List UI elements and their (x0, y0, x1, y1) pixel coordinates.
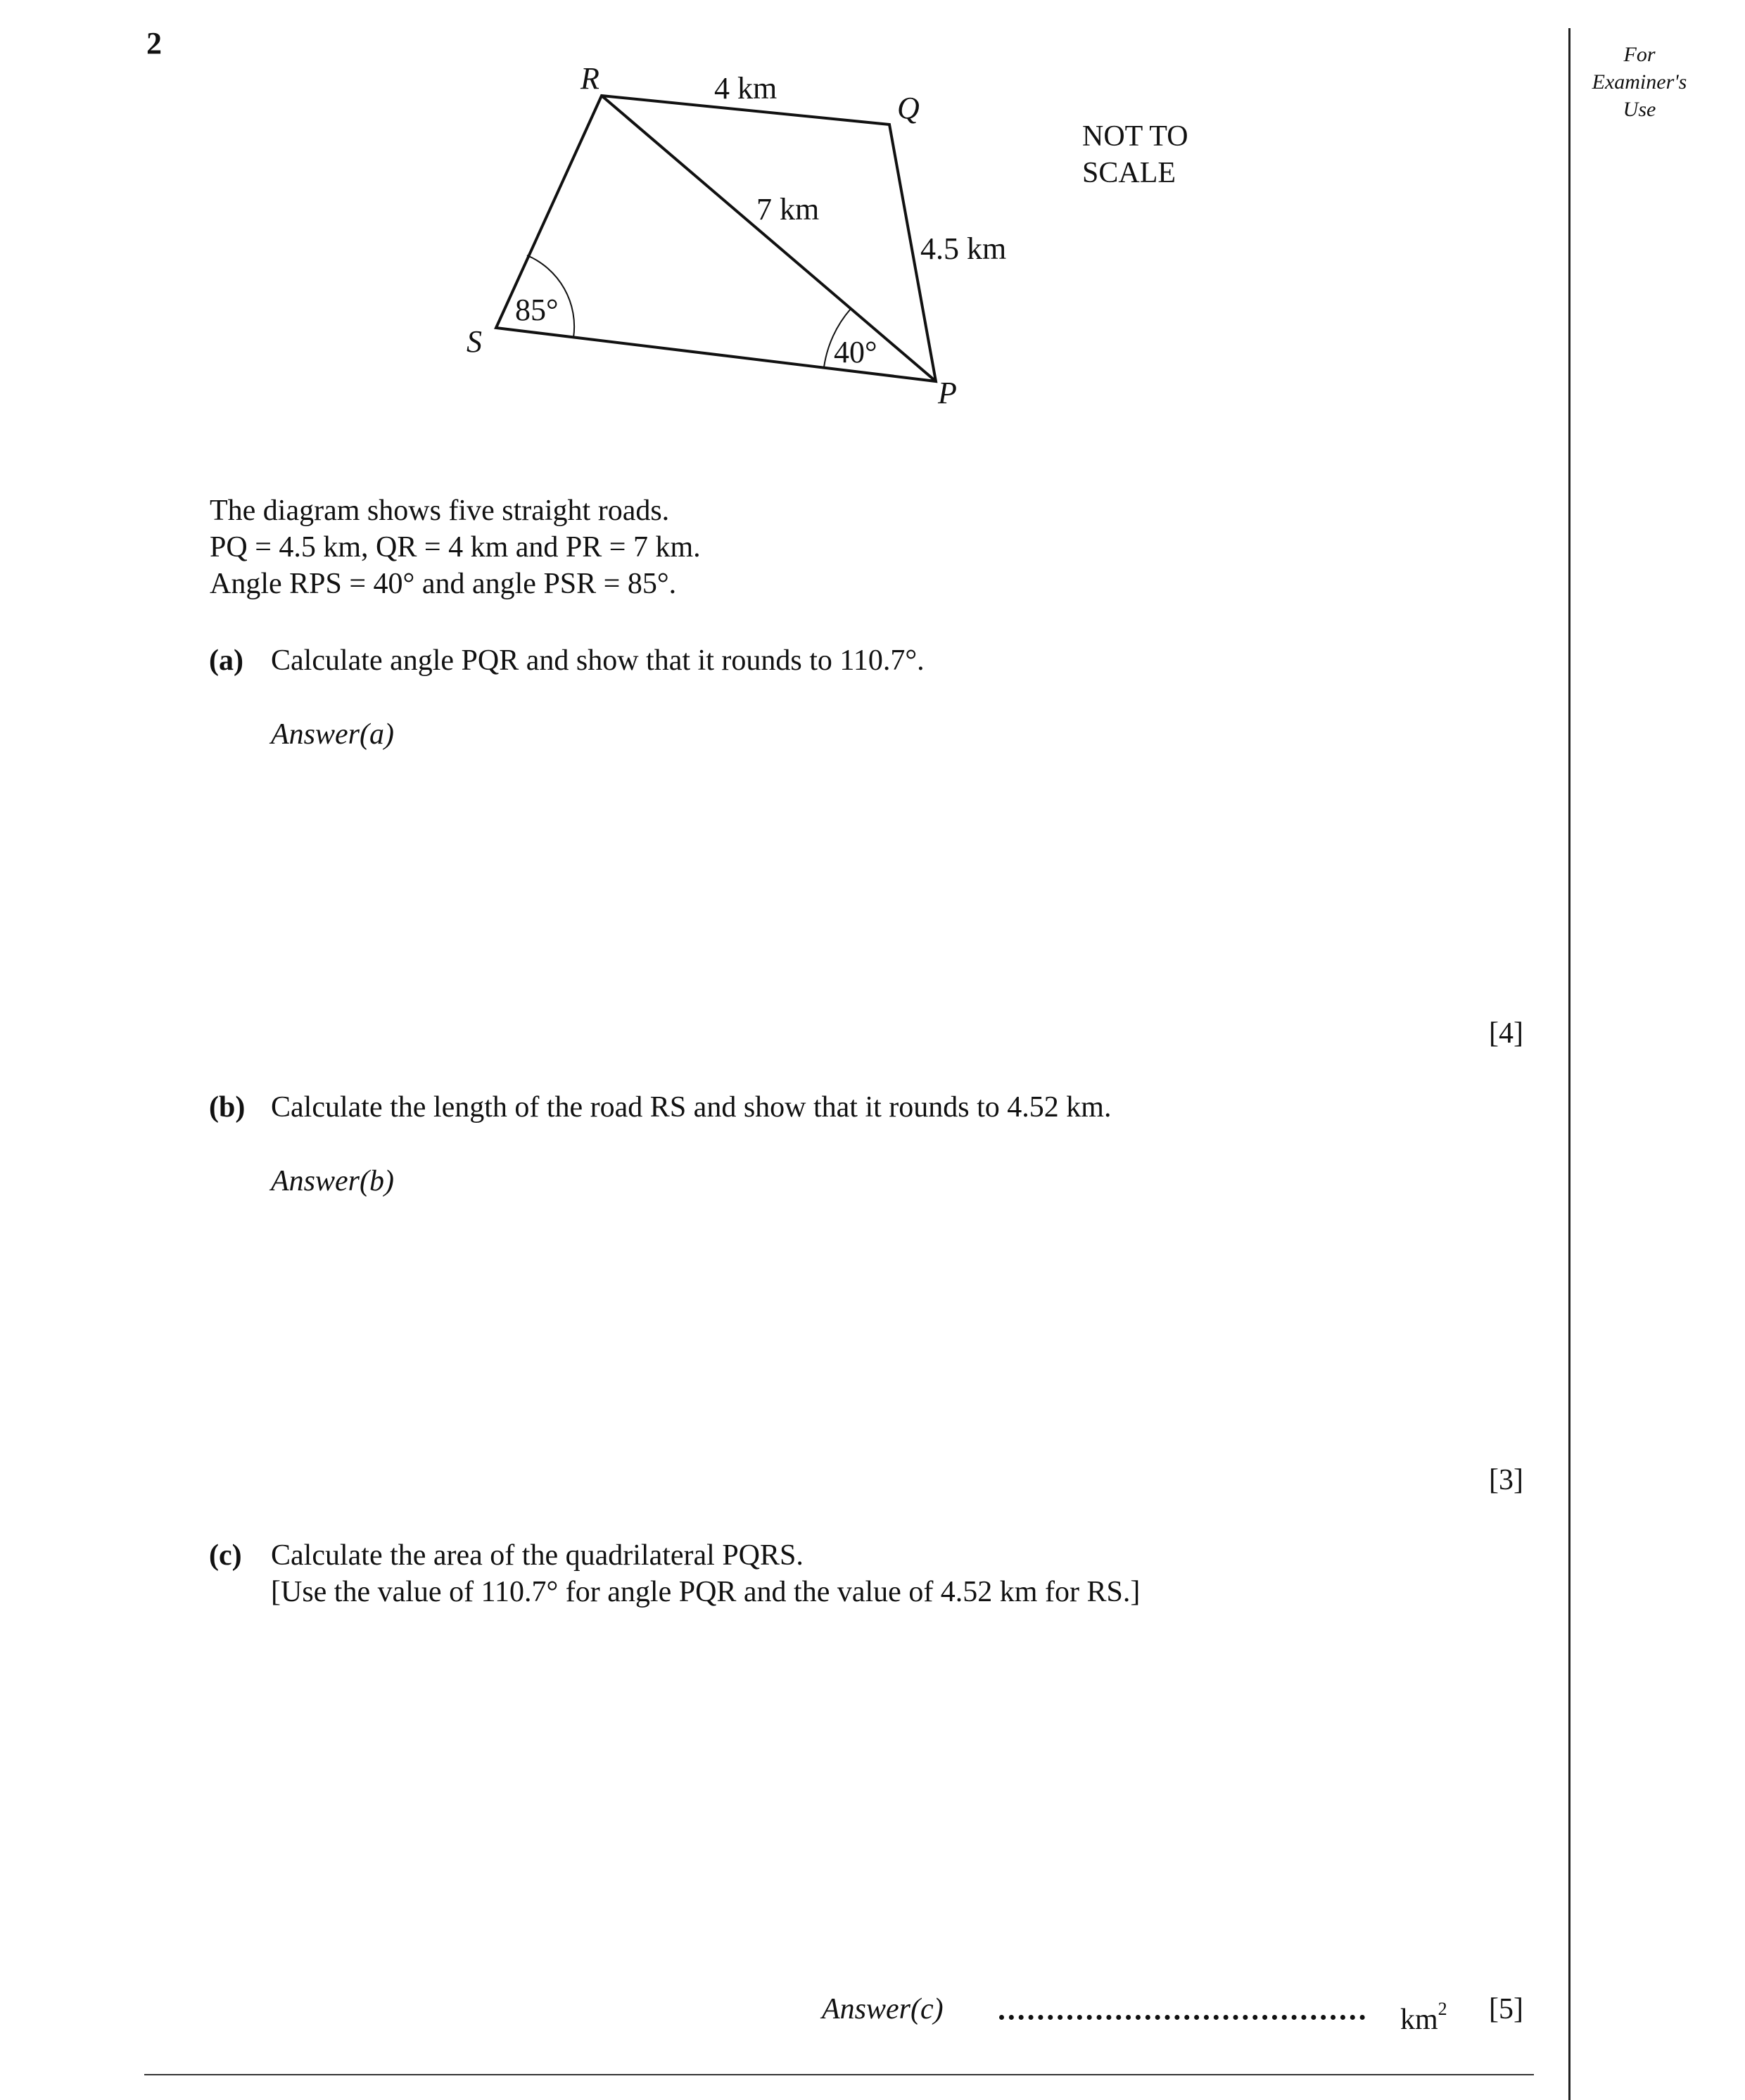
answer-c-unit (1400, 1991, 1447, 2038)
examiner-line-1: For (1623, 43, 1656, 66)
unit-base: km (1400, 2004, 1438, 2036)
question-c-line-1: Calculate the area of the quadrilateral PQRS. (271, 1539, 804, 1572)
examiner-line-2: Examiner's (1592, 70, 1687, 94)
marks-b: [3] (1489, 1464, 1523, 1496)
intro-line-2: PQ = 4.5 km, QR = 4 km and PR = 7 km. (210, 531, 701, 564)
vertex-label-q: Q (897, 91, 920, 125)
answer-c-field[interactable] (999, 2015, 1365, 2020)
note-line-1: NOT TO (1082, 120, 1188, 153)
question-b-text: Calculate the length of the road RS and show that it rounds to 4.52 km. (271, 1091, 1112, 1124)
length-label-rp: 7 km (756, 192, 820, 227)
marks-c: [5] (1489, 1993, 1523, 2025)
road-rp (602, 96, 936, 381)
answer-a-label: Answer(a) (271, 718, 394, 751)
question-c-label: (c) (209, 1539, 242, 1572)
examiner-line-3: Use (1623, 98, 1656, 121)
angle-label-s: 85° (515, 293, 559, 327)
question-b-label: (b) (209, 1091, 246, 1124)
vertex-label-s: S (467, 324, 482, 359)
answer-b-label: Answer(b) (271, 1165, 394, 1197)
question-a-text: Calculate angle PQR and show that it rounds to 110.7°. (271, 644, 925, 677)
bottom-rule (144, 2074, 1534, 2075)
length-label-qp: 4.5 km (920, 231, 1007, 266)
question-c-line-2: [Use the value of 110.7° for angle PQR and the value of 4.52 km for RS.] (271, 1576, 1141, 1608)
unit-power: 2 (1438, 1999, 1447, 2019)
intro-line-1: The diagram shows five straight roads. (210, 495, 670, 527)
question-c-text (271, 1537, 1140, 1610)
page-number: 2 (146, 26, 162, 61)
marks-a: [4] (1489, 1017, 1523, 1050)
answer-c-label: Answer(c) (822, 1993, 944, 2025)
length-label-rq: 4 km (714, 71, 778, 106)
note-line-2: SCALE (1082, 157, 1176, 189)
not-to-scale-note (1082, 118, 1188, 191)
intro-text (210, 492, 701, 602)
vertex-label-p: P (938, 376, 957, 410)
question-a-label: (a) (209, 644, 243, 677)
quadrilateral-diagram (0, 0, 1745, 450)
angle-label-p: 40° (834, 335, 877, 369)
intro-line-3: Angle RPS = 40° and angle PSR = 85°. (210, 568, 677, 600)
vertex-label-r: R (580, 61, 599, 96)
